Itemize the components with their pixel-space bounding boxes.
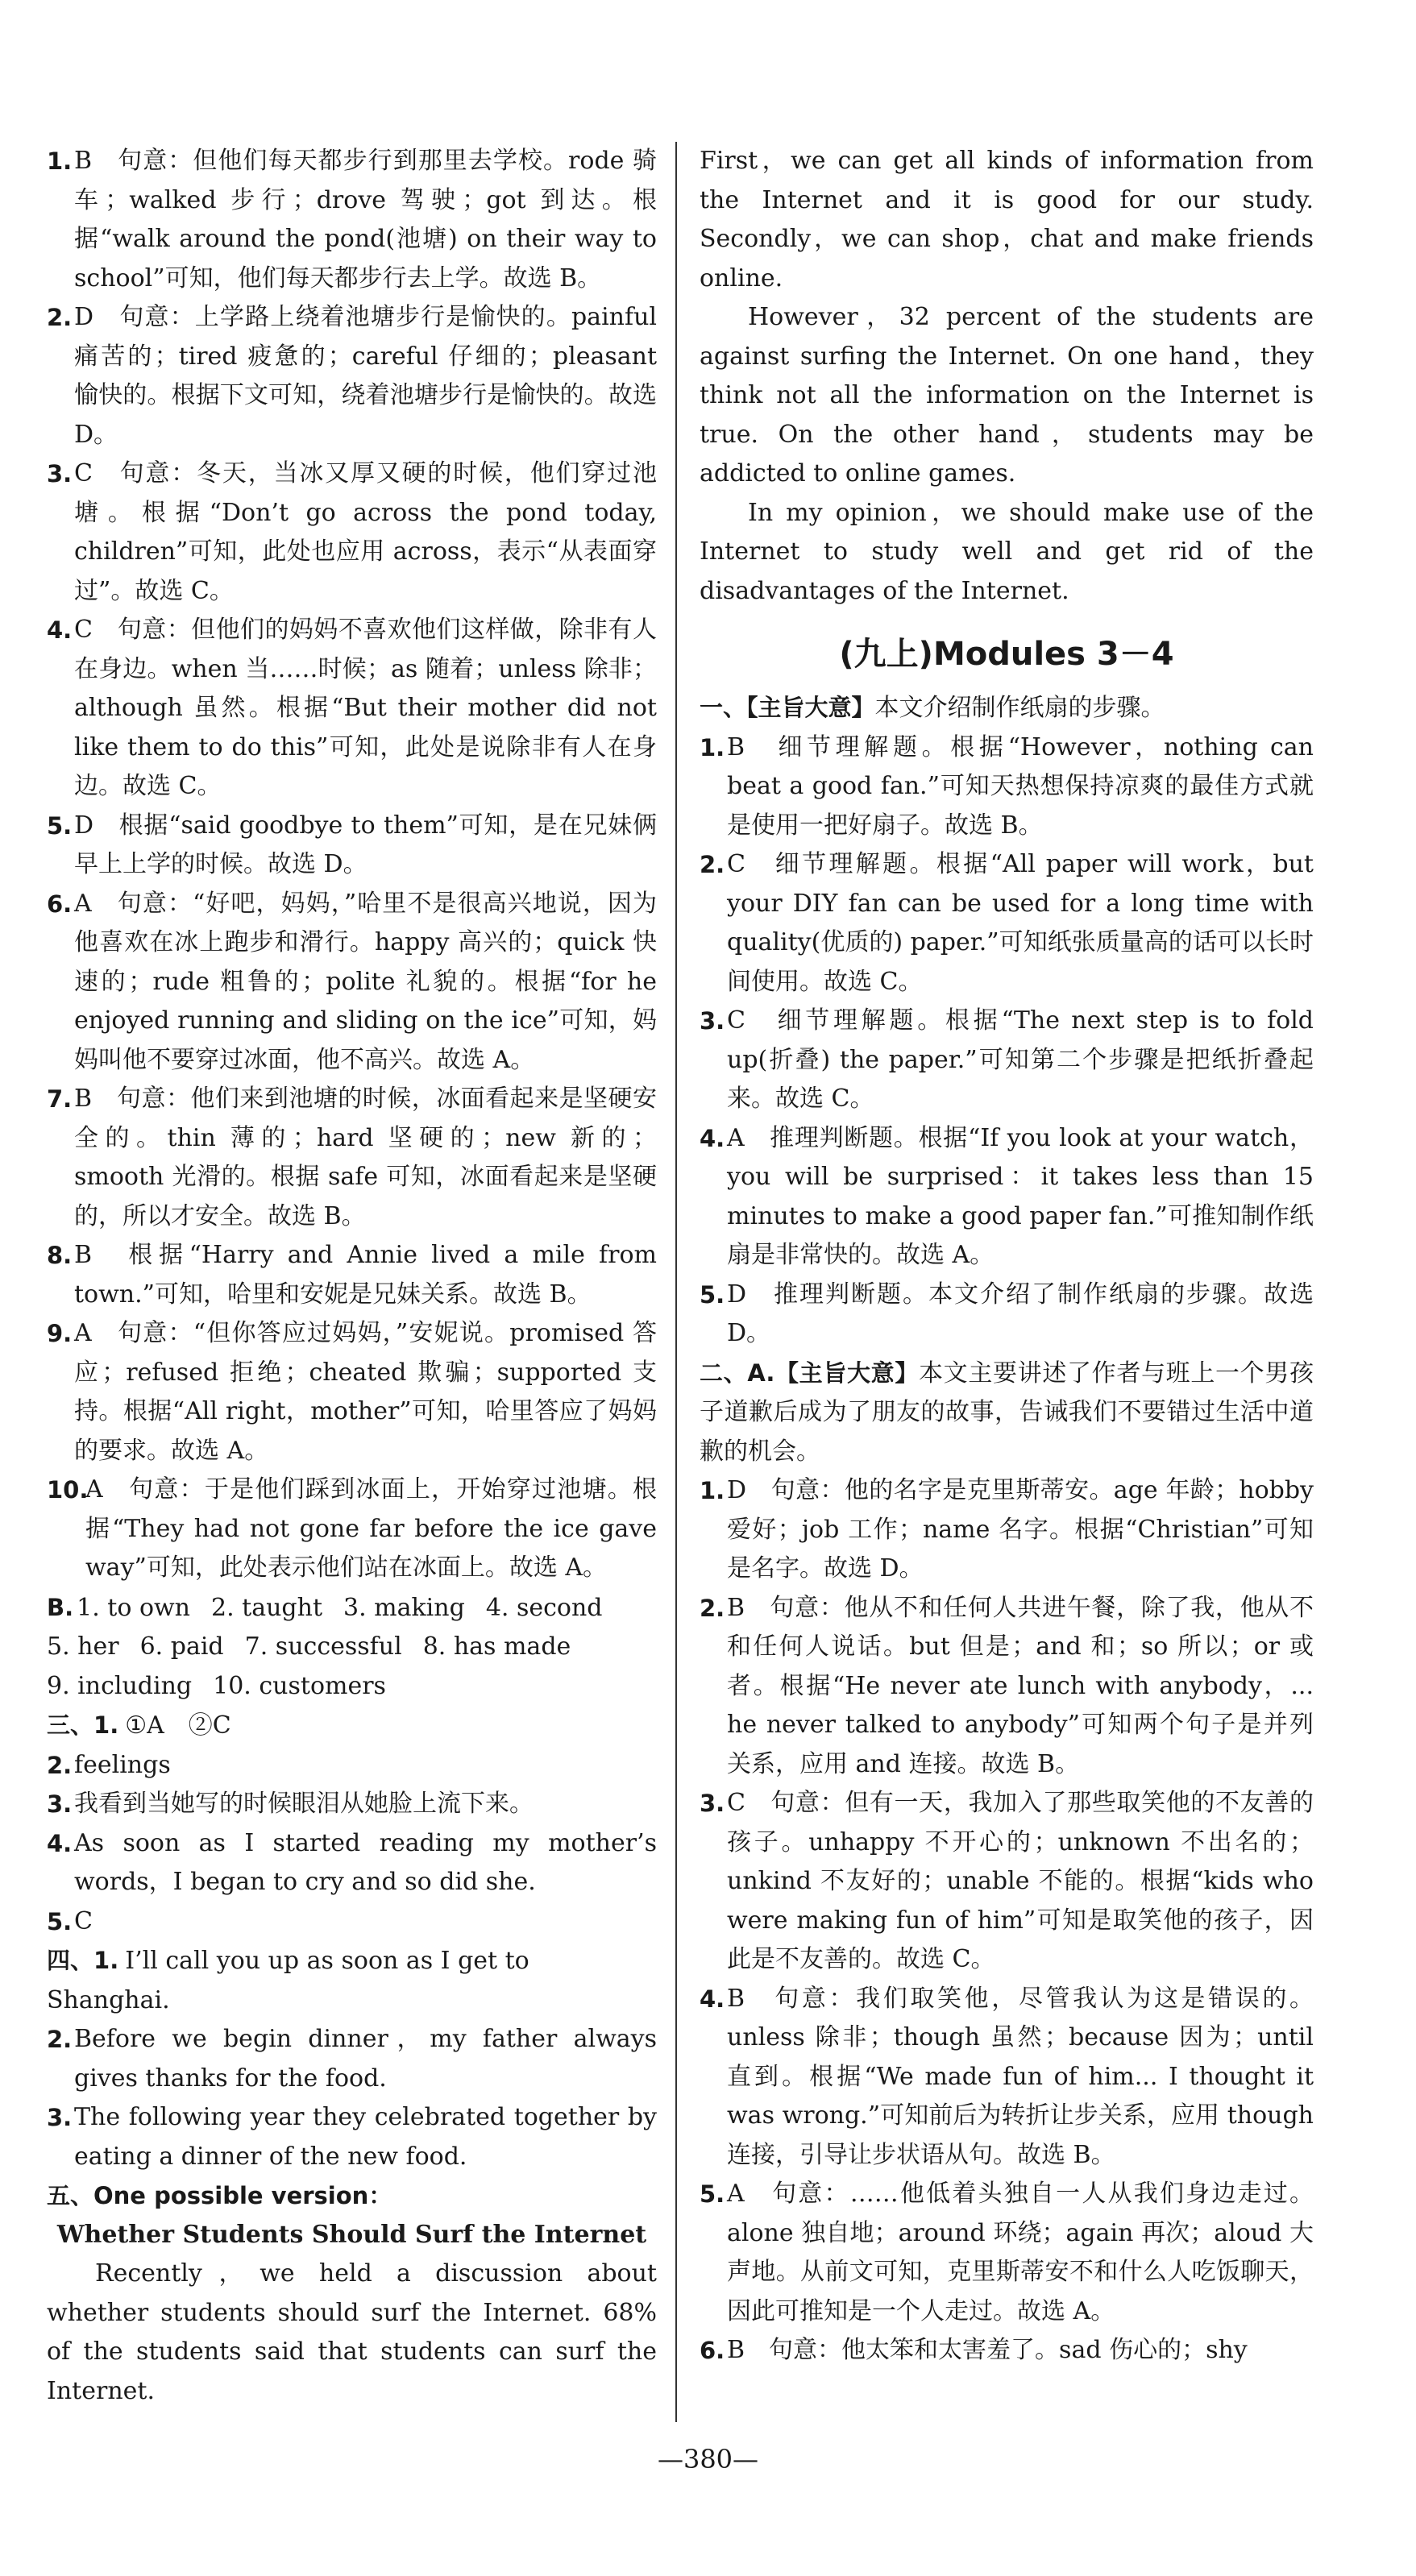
item-text: C 细节理解题。根据“The next step is to fold up(折叠) the paper.”可知第二个步骤是把纸折叠起来。故选 C。 bbox=[727, 1006, 1314, 1113]
fill-answer: 10. customers bbox=[213, 1671, 386, 1700]
answer-item bbox=[700, 845, 1314, 1002]
item-number: 1. bbox=[700, 733, 725, 761]
answer-item bbox=[47, 1314, 657, 1471]
item-number: 3. bbox=[47, 1790, 73, 1818]
item-text: B 句意：他太笨和太害羞了。sad 伤心的；shy bbox=[727, 2336, 1248, 2364]
answer-item bbox=[47, 611, 657, 807]
answer-item bbox=[47, 454, 657, 611]
fill-answer: 4. second bbox=[485, 1593, 603, 1622]
item-text: ①A ②C bbox=[125, 1711, 231, 1740]
fill-answer: 6. paid bbox=[139, 1632, 224, 1661]
item-number: 2. bbox=[47, 304, 73, 331]
fill-answer: 5. her bbox=[47, 1632, 119, 1661]
answer-item bbox=[47, 1824, 657, 1902]
item-text: D 句意：他的名字是克里斯蒂安。age 年龄；hobby 爱好；job 工作；name 名字。根据“Christian”可知是名字。故选 D。 bbox=[727, 1476, 1314, 1583]
item-text: A 句意：“好吧，妈妈，”哈里不是很高兴地说，因为他喜欢在冰上跑步和滑行。happy 高兴的；quick 快速的；rude 粗鲁的；polite 礼貌的。根据“for he enjoyed running and sliding on the ice”可知，妈妈叫他不要穿过冰面，他不高兴。故选 A。 bbox=[74, 889, 657, 1074]
item-number: 10. bbox=[47, 1476, 89, 1504]
item-number: 2. bbox=[47, 1751, 73, 1779]
fill-answer: 9. including bbox=[47, 1671, 193, 1700]
answer-item bbox=[47, 1902, 657, 1942]
item-number: 1. bbox=[93, 1711, 119, 1739]
item-text: B 句意：但他们每天都步行到那里去学校。rode 骑车；walked 步行；drove 驾驶；got 到达。根据“walk around the pond(池塘) on their way to school”可知，他们每天都步行去上学。故选 B。 bbox=[74, 147, 657, 292]
item-number: 2. bbox=[700, 851, 725, 878]
answer-item bbox=[700, 1276, 1314, 1354]
item-text: B 句意：我们取笑他，尽管我认为这是错误的。unless 除非；though 虽然；because 因为；until 直到。根据“We made fun of him... I thought it was wrong.”可知前后为转折让步关系，应用 though 连接，引导让步状语从句。故选 B。 bbox=[727, 1984, 1314, 2169]
section-label: 三、 bbox=[47, 1711, 94, 1739]
section-1-summary: 本文介绍制作纸扇的步骤。 bbox=[874, 694, 1165, 722]
item-number: 2. bbox=[47, 2026, 73, 2053]
section-2-summary: 本文主要讲述了作者与班上一个男孩子道歉后成为了朋友的故事，告诫我们不要错过生活中道歉的机会。 bbox=[700, 1359, 1314, 1466]
item-text: C bbox=[74, 1906, 93, 1935]
column-divider bbox=[675, 142, 677, 2422]
section-2-label: 二、A.【主旨大意】 bbox=[700, 1359, 919, 1387]
item-number: 6. bbox=[47, 890, 73, 918]
section-1-label: 一、【主旨大意】 bbox=[700, 694, 875, 721]
item-number: 4. bbox=[700, 1124, 725, 1152]
item-text: C 句意：冬天，当冰又厚又硬的时候，他们穿过池塘。根据“Don’t go across the pond today, children”可知，此处也应用 across，表示“从表面穿过”。故选 C。 bbox=[74, 459, 657, 605]
answer-item bbox=[47, 2098, 657, 2176]
section-label: 四、 bbox=[47, 1947, 94, 1974]
answer-item bbox=[47, 298, 657, 454]
item-text: As soon as I started reading my mother’s words，I began to cry and so did she. bbox=[74, 1828, 657, 1896]
right-column bbox=[700, 142, 1314, 2371]
item-number: 9. bbox=[47, 1320, 73, 1347]
item-text: B 句意：他们来到池塘的时候，冰面看起来是坚硬安全的。thin 薄的；hard 坚硬的；new 新的；smooth 光滑的。根据 safe 可知，冰面看起来是坚硬的，所以才安全。故选 B。 bbox=[74, 1085, 657, 1230]
item-text: C 细节理解题。根据“All paper will work，but your DIY fan can be used for a long time with quality(优质的) paper.”可知纸张质量高的话可以长时间使用。故选 C。 bbox=[727, 850, 1314, 996]
item-text: A 句意：“但你答应过妈妈，”安妮说。promised 答应；refused 拒绝；cheated 欺骗；supported 支持。根据“All right，mother”可知，哈里答应了妈妈的要求。故选 A。 bbox=[74, 1319, 657, 1465]
answer-item bbox=[700, 1002, 1314, 1119]
fill-answer: 2. taught bbox=[211, 1593, 323, 1622]
item-number: 5. bbox=[700, 1280, 725, 1309]
fill-answer: 3. making bbox=[343, 1593, 465, 1622]
item-text: A 句意：于是他们踩到冰面上，开始穿过池塘。根据“They had not gone far before the ice gave way”可知，此处表示他们站在冰面上。故选 A。 bbox=[85, 1475, 657, 1582]
item-number: 5. bbox=[700, 2180, 725, 2208]
left-column bbox=[47, 142, 663, 2411]
item-text: B 细节理解题。根据“However，nothing can beat a good fan.”可知天热想保持凉爽的最佳方式就是使用一把好扇子。故选 B。 bbox=[727, 732, 1314, 840]
item-number: 5. bbox=[47, 811, 73, 840]
item-number: 7. bbox=[47, 1085, 73, 1113]
item-number: 3. bbox=[700, 1790, 725, 1817]
section-1 bbox=[700, 688, 1314, 1354]
answer-item bbox=[700, 2175, 1314, 2331]
item-text: D 推理判断题。本文介绍了制作纸扇的步骤。故选 D。 bbox=[727, 1280, 1314, 1347]
answer-item bbox=[700, 728, 1314, 846]
essay-paragraph: First，we can get all kinds of information from the Internet and it is good for our study. Secondly，we can shop，chat and make friends online. bbox=[700, 147, 1314, 292]
item-text: C 句意：但他们的妈妈不喜欢他们这样做，除非有人在身边。when 当……时候；as 随着；unless 除非；although 虽然。根据“But their mother did not like them to do this”可知，此处是说除非有人在身边。故选 C。 bbox=[74, 616, 657, 800]
section-4 bbox=[47, 1941, 657, 2176]
fill-answer: 8. has made bbox=[422, 1632, 571, 1661]
answer-item bbox=[47, 1746, 657, 1786]
section-5 bbox=[47, 2176, 657, 2411]
item-number: 3. bbox=[47, 460, 73, 487]
essay-paragraph: However，32 percent of the students are against surfing the Internet. On one hand，they think not all the information on the Internet is true. On the other hand，students may be addicted to online games. bbox=[700, 303, 1314, 487]
item-number: 3. bbox=[700, 1007, 725, 1035]
item-text: B 根据“Harry and Annie lived a mile from town.”可知，哈里和安妮是兄妹关系。故选 B。 bbox=[74, 1241, 657, 1309]
item-number: 4. bbox=[47, 1829, 73, 1857]
answer-item bbox=[700, 1471, 1314, 1589]
item-text: A 推理判断题。根据“If you look at your watch，you will be surprised：it takes less than 15 minutes to make a good paper fan.”可推知制作纸扇是非常快的。故选 A。 bbox=[727, 1123, 1314, 1269]
answer-item bbox=[700, 1784, 1314, 1980]
answer-item bbox=[47, 1785, 657, 1824]
item-text: feelings bbox=[74, 1750, 171, 1779]
item-number: 5. bbox=[47, 1907, 73, 1935]
answer-item bbox=[700, 1589, 1314, 1785]
answer-item bbox=[47, 1080, 657, 1236]
essay-paragraph: In my opinion，we should make use of the Internet to study well and get rid of the disadvantages of the Internet. bbox=[700, 498, 1314, 605]
essay-title: Whether Students Should Surf the Internet bbox=[56, 2220, 647, 2249]
answer-item bbox=[47, 1236, 657, 1314]
section-2 bbox=[700, 1354, 1314, 2371]
item-text: Before we begin dinner，my father always gives thanks for the food. bbox=[74, 2025, 657, 2093]
item-text: B 句意：他从不和任何人共进午餐，除了我，他从不和任何人说话。but 但是；and 和；so 所以；or 或者。根据“He never ate lunch with anybody，... he never talked to anybody”可知两个句子是并列关系，应用 and 连接。故选 B。 bbox=[727, 1593, 1314, 1778]
fill-answer: 1. to own bbox=[77, 1593, 190, 1622]
item-number: 2. bbox=[700, 1594, 725, 1622]
essay-continued bbox=[700, 142, 1314, 611]
section-b-label: B. bbox=[47, 1593, 74, 1621]
answer-item bbox=[47, 1471, 657, 1588]
section-5-label: 五、One possible version： bbox=[47, 2182, 392, 2209]
item-text: The following year they celebrated together by eating a dinner of the new food. bbox=[74, 2103, 657, 2171]
item-number: 1. bbox=[47, 147, 73, 175]
item-number: 8. bbox=[47, 1242, 73, 1269]
answer-item bbox=[700, 2331, 1314, 2371]
item-number: 1. bbox=[700, 1477, 725, 1504]
fill-answer: 7. successful bbox=[244, 1632, 402, 1661]
answer-item bbox=[47, 142, 657, 298]
answer-item bbox=[700, 1119, 1314, 1276]
item-text: 我看到当她写的时候眼泪从她脸上流下来。 bbox=[74, 1790, 534, 1818]
answer-item bbox=[47, 807, 657, 885]
item-text: I’ll call you up as soon as I get to Shanghai. bbox=[47, 1947, 529, 2014]
module-title: (九上)Modules 3－4 bbox=[839, 636, 1174, 673]
item-number: 3. bbox=[47, 2104, 73, 2131]
section-3 bbox=[47, 1706, 657, 1941]
item-text: A 句意：……他低着头独自一人从我们身边走过。alone 独自地；around 环绕；again 再次；aloud 大声地。从前文可知，克里斯蒂安不和什么人吃饭聊天，因此可推知是一个人走过。故选 A。 bbox=[727, 2180, 1314, 2325]
answer-item bbox=[47, 2020, 657, 2098]
item-text: C 句意：但有一天，我加入了那些取笑他的不友善的孩子。unhappy 不开心的；unknown 不出名的；unkind 不友好的；unable 不能的。根据“kids who were making fun of him”可知是取笑他的孩子，因此是不友善的。故选 C。 bbox=[727, 1789, 1314, 1973]
answer-item bbox=[700, 1980, 1314, 2176]
essay-paragraph: Recently，we held a discussion about whether students should surf the Internet. 68% of the students said that students can surf the Internet. bbox=[47, 2259, 657, 2405]
page-number: —380— bbox=[657, 2444, 759, 2474]
item-number: 4. bbox=[700, 1985, 725, 2013]
item-text: D 句意：上学路上绕着池塘步行是愉快的。painful 痛苦的；tired 疲惫的；careful 仔细的；pleasant 愉快的。根据下文可知，绕着池塘步行是愉快的。故选 D。 bbox=[74, 303, 657, 449]
item-number: 4. bbox=[47, 616, 73, 644]
item-number: 6. bbox=[700, 2337, 725, 2364]
section-b bbox=[47, 1588, 657, 1707]
answer-item bbox=[47, 885, 657, 1081]
item-number: 1. bbox=[93, 1947, 119, 1974]
item-text: D 根据“said goodbye to them”可知，是在兄妹俩早上上学的时候。故选 D。 bbox=[74, 811, 657, 878]
